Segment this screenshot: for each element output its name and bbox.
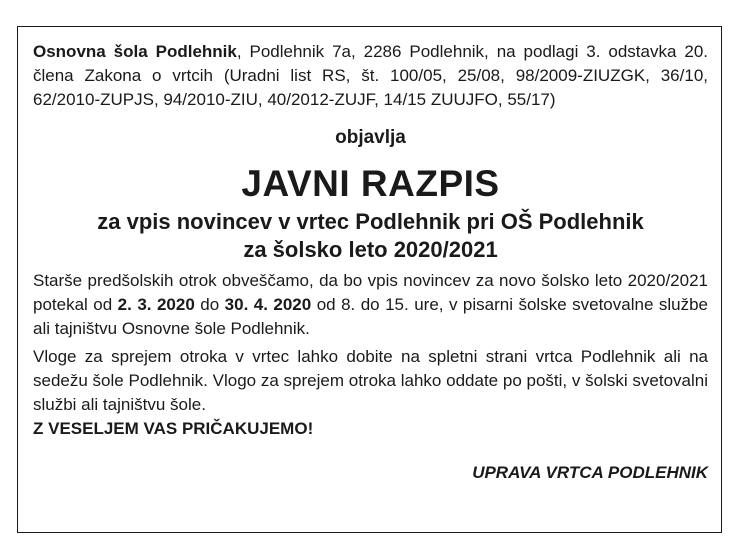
date-from: 2. 3. 2020 (117, 295, 195, 314)
enrollment-text-3: od 8. do 15. ure, v pisarni šolske svetovalne službe ali tajništvu Osnovne šole Podlehnik. (33, 295, 709, 338)
enrollment-text-2: do (194, 295, 225, 314)
enrollment-paragraph (33, 269, 708, 341)
notice-title: JAVNI RAZPIS (241, 163, 500, 204)
publishes-label: objavlja (335, 127, 406, 148)
intro-paragraph (33, 40, 708, 112)
school-name: Osnovna šola Podlehnik (33, 42, 237, 61)
application-paragraph: Vloge za sprejem otroka v vrtec lahko dobite na spletni strani vrtca Podlehnik ali na sedežu šole Podlehnik. Vlogo za sprejem otroka lahko oddate po pošti, v šolski svetovalni službi ali tajništvu šole. (33, 347, 708, 414)
subtitle-line-2: za šolsko leto 2020/2021 (243, 237, 498, 262)
signature: UPRAVA VRTCA PODLEHNIK (472, 463, 708, 482)
subtitle-line-1: za vpis novincev v vrtec Podlehnik pri OŠ Podlehnik (97, 209, 644, 234)
date-to: 30. 4. 2020 (224, 295, 312, 314)
enrollment-text-1: Starše predšolskih otrok obveščamo, da bo vpis novincev za novo šolsko leto 2020/2021 potekal od (33, 271, 708, 314)
notice-content (33, 40, 708, 485)
notice-subtitle (33, 208, 708, 264)
closing-line: Z VESELJEM VAS PRIČAKUJEMO! (33, 419, 314, 438)
intro-text: , Podlehnik 7a, 2286 Podlehnik, na podlagi 3. odstavka 20. člena Zakona o vrtcih (Uradni list RS, št. 100/05, 25/08, 98/2009-ZIUZGK, 36/10, 62/2010-ZUPJS, 94/2010-ZIU, 40/2012-ZUJF, 14/15 ZUUJFO, 55/17) (33, 42, 708, 109)
